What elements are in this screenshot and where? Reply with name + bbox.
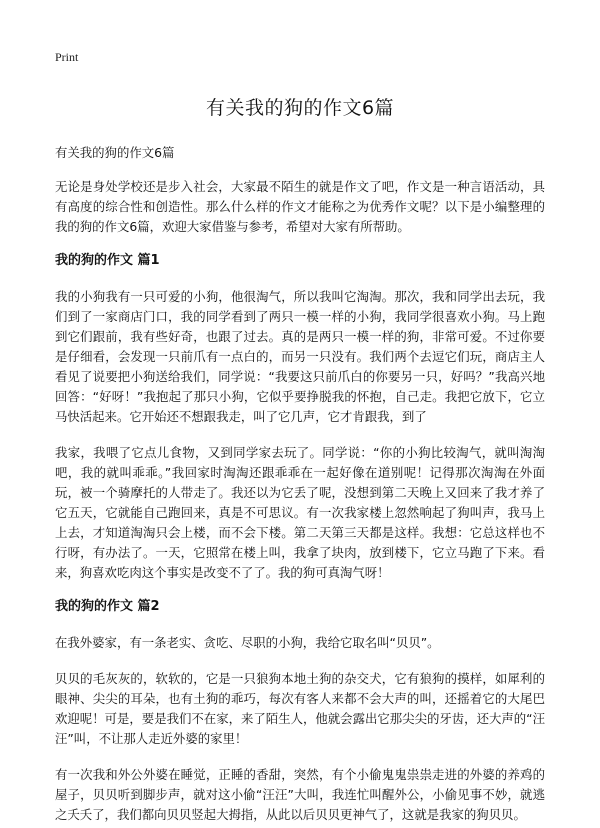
section-2-paragraph-3: 有一次我和外公外婆在睡觉，正睡的香甜，突然，有个小偷鬼鬼祟祟走进的外婆的养鸡的屋子，贝贝听到脚步声，就对这小偷“汪汪”大叫，我连忙叫醒外公，小偷见事不妙，就逃之夭夭了，我们都向贝贝竖起大拇指，从此以后贝贝更神气了，这就是我家的狗贝贝。 — [55, 767, 545, 822]
section-1-paragraph-2: 我家，我喂了它点儿食物，又到同学家去玩了。同学说：“你的小狗比较淘气，就叫淘淘吧，我的就叫乖乖。”我回家时淘淘还跟乖乖在一起好像在道别呢！记得那次淘淘在外面玩，被一个骑摩托的人带走了。我还以为它丢了呢，没想到第二天晚上又回来了我才养了它五天，它就能自己跑回来，真是不可思议。有一次我家楼上忽然响起了狗叫声，我马上上去，才知道淘淘只会上楼，而不会下楼。第二天第三天都是这样。我想：它总这样也不行呀，有办法了。一天，它照常在楼上叫，我拿了块肉，放到楼下，它立马跑了下来。看来，狗喜欢吃肉这个事实是改变不了了。我的狗可真淘气呀！ — [55, 445, 545, 580]
section-2-paragraph-1: 在我外婆家，有一条老实、贪吃、尽职的小狗，我给它取名叫“贝贝”。 — [55, 635, 440, 650]
section-heading-1: 我的狗的作文 篇1 — [55, 253, 160, 268]
intro-paragraph: 无论是身处学校还是步入社会，大家最不陌生的就是作文了吧，作文是一种言语活动，具有高度的综合性和创造性。那么什么样的作文才能称之为优秀作文呢？以下是小编整理的我的狗的作文6篇，欢迎大家借鉴与参考，希望对大家有所帮助。 — [55, 179, 545, 234]
section-heading-2: 我的狗的作文 篇2 — [55, 599, 160, 614]
print-link[interactable]: Print — [55, 50, 79, 64]
section-2-paragraph-2: 贝贝的毛灰灰的，软软的，它是一只狼狗本地土狗的杂交犬，它有狼狗的摸样，如犀利的眼神、尖尖的耳朵，也有土狗的乖巧，每次有客人来都不会大声的叫，还摇着它的大尾巴欢迎呢！可是，要是我们不在家，来了陌生人，他就会露出它那尖尖的牙齿，还大声的“汪汪”叫，不让那人走近外婆的家里！ — [55, 671, 545, 746]
document-title: 有关我的狗的作文6篇 — [205, 97, 395, 119]
document-subtitle: 有关我的狗的作文6篇 — [55, 145, 175, 160]
section-1-paragraph-1: 我的小狗我有一只可爱的小狗，他很淘气，所以我叫它淘淘。那次，我和同学出去玩，我们到了一家商店门口，我的同学看到了两只一模一样的小狗，我同学很喜欢小狗。马上跑到它们跟前，我有些好奇，也跟了过去。真的是两只一模一样的狗，非常可爱。不过你要是仔细看，会发现一只前爪有一点白的，而另一只没有。我们两个去逗它们玩，商店主人看见了说要把小狗送给我们，同学说：“我要这只前爪白的你要另一只，好吗？”我高兴地回答：“好呀！”我抱起了那只小狗，它似乎要挣脱我的怀抱，自己走。我把它放下，它立马快活起来。它开始还不想跟我走，叫了它几声，它才肯跟我，到了 — [55, 289, 545, 424]
